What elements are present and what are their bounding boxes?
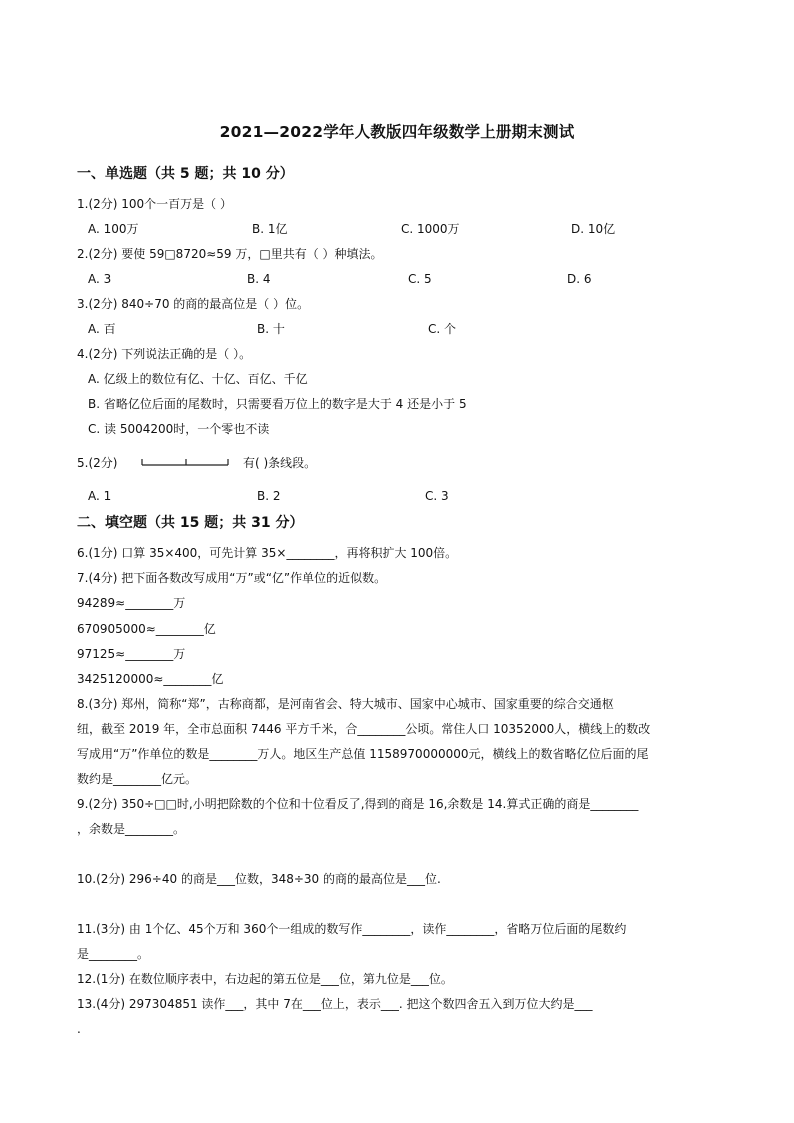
question-8-line-2: 纽，截至 2019 年，全市总面积 7446 平方千米，合________公顷。常住人口 10352000人，横线上的数改 bbox=[77, 722, 651, 736]
question-6: 6.(1分) 口算 35×400，可先计算 35×________，再将积扩大 100倍。 bbox=[77, 546, 458, 560]
question-4-option-a: A. 亿级上的数位有亿、十亿、百亿、千亿 bbox=[88, 372, 308, 386]
question-7-item-4: 3425120000≈________亿 bbox=[77, 672, 224, 686]
question-13-line-2: . bbox=[77, 1022, 81, 1036]
question-5-option-c: C. 3 bbox=[425, 489, 449, 503]
question-8-line-4: 数约是________亿元。 bbox=[77, 772, 198, 786]
question-1-stem: 1.(2分) 100个一百万是（ ） bbox=[77, 197, 232, 211]
page-title: 2021—2022学年人教版四年级数学上册期末测试 bbox=[219, 123, 575, 141]
question-11-line-2: 是________。 bbox=[77, 947, 150, 961]
question-7-stem: 7.(4分) 把下面各数改写成用“万”或“亿”作单位的近似数。 bbox=[77, 571, 387, 585]
section-heading-fill-in: 二、填空题（共 15 题；共 31 分） bbox=[77, 515, 304, 531]
question-2-option-b: B. 4 bbox=[247, 272, 271, 286]
question-7-item-1: 94289≈________万 bbox=[77, 596, 186, 610]
question-8-line-1: 8.(3分) 郑州，简称“郑”，古称商都，是河南省会、特大城市、国家中心城市、国家重要的综合交通枢 bbox=[77, 697, 614, 711]
question-12: 12.(1分) 在数位顺序表中，右边起的第五位是___位，第九位是___位。 bbox=[77, 972, 453, 986]
question-1-option-c: C. 1000万 bbox=[401, 222, 460, 236]
question-2-option-a: A. 3 bbox=[88, 272, 112, 286]
question-1-option-d: D. 10亿 bbox=[571, 222, 616, 236]
question-9-line-1: 9.(2分) 350÷□□时,小明把除数的个位和十位看反了,得到的商是 16,余数是 14.算式正确的商是________ bbox=[77, 797, 639, 811]
question-5-option-a: A. 1 bbox=[88, 489, 112, 503]
line-segment-figure bbox=[140, 455, 232, 469]
question-3-option-c: C. 个 bbox=[428, 322, 457, 336]
question-10: 10.(2分) 296÷40 的商是___位数，348÷30 的商的最高位是___位. bbox=[77, 872, 441, 886]
question-5-option-b: B. 2 bbox=[257, 489, 281, 503]
question-2-stem: 2.(2分) 要使 59□8720≈59 万，□里共有（ ）种填法。 bbox=[77, 247, 383, 261]
question-9-line-2: ，余数是________。 bbox=[77, 822, 186, 836]
question-7-item-2: 670905000≈________亿 bbox=[77, 622, 216, 636]
question-2-option-c: C. 5 bbox=[408, 272, 432, 286]
question-7-item-3: 97125≈________万 bbox=[77, 647, 186, 661]
question-3-option-b: B. 十 bbox=[257, 322, 285, 336]
question-3-stem: 3.(2分) 840÷70 的商的最高位是（ ）位。 bbox=[77, 297, 310, 311]
question-11-line-1: 11.(3分) 由 1个亿、45个万和 360个一组成的数写作________，读作________，省略万位后面的尾数约 bbox=[77, 922, 627, 936]
question-4-option-c: C. 读 5004200时，一个零也不读 bbox=[88, 422, 270, 436]
question-3-option-a: A. 百 bbox=[88, 322, 116, 336]
question-4-option-b: B. 省略亿位后面的尾数时，只需要看万位上的数字是大于 4 还是小于 5 bbox=[88, 397, 467, 411]
question-5-stem-suffix: 有( )条线段。 bbox=[243, 456, 317, 470]
question-4-stem: 4.(2分) 下列说法正确的是（ ）。 bbox=[77, 347, 252, 361]
question-1-option-a: A. 100万 bbox=[88, 222, 139, 236]
question-13-line-1: 13.(4分) 297304851 读作___，其中 7在___位上，表示___. 把这个数四舍五入到万位大约是___ bbox=[77, 997, 593, 1011]
question-5-stem-prefix: 5.(2分) bbox=[77, 456, 118, 470]
question-8-line-3: 写成用“万”作单位的数是________万人。地区生产总值 1158970000000元，横线上的数省略亿位后面的尾 bbox=[77, 747, 649, 761]
question-2-option-d: D. 6 bbox=[567, 272, 592, 286]
section-heading-single-choice: 一、单选题（共 5 题；共 10 分） bbox=[77, 166, 294, 182]
question-1-option-b: B. 1亿 bbox=[252, 222, 288, 236]
